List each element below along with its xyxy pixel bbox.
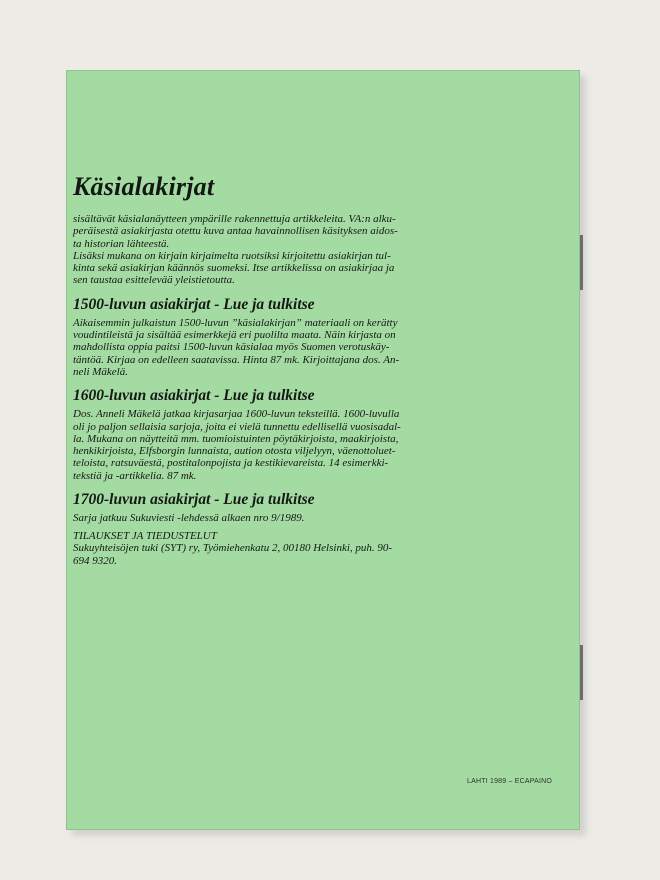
text-line: mahdollista oppia paitsi 1500-luvun käsialaa myös Suomen verotuskäy-: [73, 341, 390, 354]
section-heading-1700: 1700-luvun asiakirjat - Lue ja tulkitse: [73, 491, 315, 509]
spine-edge-mark: [580, 645, 583, 700]
section-text-1500: [73, 317, 443, 378]
section-heading-1600: 1600-luvun asiakirjat - Lue ja tulkitse: [73, 387, 315, 405]
text-line: Sukuyhteisöjen tuki (SYT) ry, Työmiehenkatu 2, 00180 Helsinki, puh. 90-: [73, 542, 393, 555]
section-heading-1500: 1500-luvun asiakirjat - Lue ja tulkitse: [73, 295, 315, 313]
text-line: Lisäksi mukana on kirjain kirjaimelta ruotsiksi kirjoitettu asiakirjan tul-: [73, 249, 391, 262]
text-line: henkikirjoista, Elfsborgin lunnaista, aution otosta viljelyyn, väenottoluet-: [73, 445, 396, 458]
text-line: voudintileistä ja sisältää esimerkkejä eri puolilta maata. Näin kirjasta on: [73, 329, 396, 342]
intro-paragraph: [73, 213, 443, 287]
section-text-1700: [73, 512, 443, 524]
text-line: sisältävät käsialanäytteen ympärille rakennettuja artikkeleita. VA:n alku-: [73, 213, 396, 225]
cover-text: [73, 172, 443, 567]
text-line: teloista, ratsuväestä, postitalonpojista ja kestikievareista. 14 esimerkki-: [73, 457, 389, 470]
printer-imprint: LAHTI 1989 – ECAPAINO: [467, 778, 552, 785]
text-line: Aikaisemmin julkaistun 1500-luvun ”käsialakirjan” materiaali on kerätty: [73, 316, 398, 329]
orders-contact: [73, 542, 443, 567]
text-line: neli Mäkelä.: [73, 365, 128, 378]
text-line: Sarja jatkuu Sukuviesti -lehdessä alkaen nro 9/1989.: [73, 512, 305, 525]
text-line: kinta sekä asiakirjan käännös suomeksi. Itse artikkelissa on asiakirjaa ja: [73, 262, 395, 275]
text-line: 694 9320.: [73, 554, 117, 567]
text-line: täntöä. Kirjaa on edelleen saatavissa. Hinta 87 mk. Kirjoittajana dos. An-: [73, 353, 400, 366]
text-line: Dos. Anneli Mäkelä jatkaa kirjasarjaa 1600-luvun teksteillä. 1600-luvulla: [73, 408, 400, 421]
text-line: ta historian lähteestä.: [73, 237, 170, 250]
spine-edge-mark: [580, 235, 583, 290]
text-line: peräisestä asiakirjasta otettu kuva antaa havainnollisen käsityksen aidos-: [73, 225, 398, 238]
text-line: la. Mukana on näytteitä mm. tuomioistuinten pöytäkirjoista, maakirjoista,: [73, 432, 399, 445]
booklet-title: Käsialakirjat: [73, 172, 215, 201]
text-line: sen taustaa esittelevää yleistietoutta.: [73, 274, 235, 287]
orders-heading: TILAUKSET JA TIEDUSTELUT: [73, 530, 217, 543]
text-line: oli jo paljon sellaisia sarjoja, joita ei vielä tunnettu edellisellä vuosisadal-: [73, 420, 401, 433]
section-text-1600: [73, 408, 443, 482]
text-line: tekstiä ja -artikkelia. 87 mk.: [73, 469, 197, 482]
